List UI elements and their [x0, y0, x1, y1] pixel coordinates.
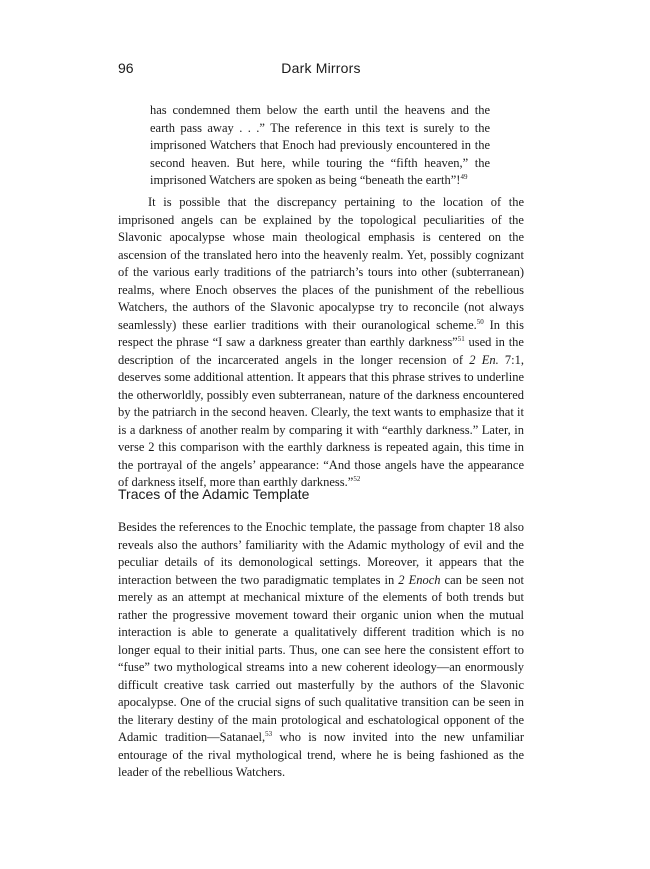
footnote-ref-49[interactable]: 49	[460, 173, 468, 181]
block-quote	[150, 102, 490, 190]
scripture-reference: 2 En.	[469, 352, 499, 367]
paragraph-1-segment-1: It is possible that the discrepancy pertaining to the location of the imprisoned angels can be explained by the topological peculiarities of the Slavonic apocalypse whose main theological emphasis is centered on the ascension of the translated hero into the heavenly realm. Yet, possibly cognizant of the various early traditions of the patriarch’s tours into other (subterranean) realms, where Enoch observes the places of the punishment of the rebellious Watchers, the authors of the Slavonic apocalypse try to reconcile (not always seamlessly) these earlier traditions with their ouranological scheme.	[118, 195, 524, 332]
paragraph-1	[118, 194, 524, 492]
block-quote-body: has condemned them below the earth until the heavens and the earth pass away . . .” The reference in this text is surely to the imprisoned Watchers that Enoch had previously encountered in the second heaven. But here, while touring the “fifth heaven,” the imprisoned Watchers are spoken as being “beneath the earth”!	[150, 103, 490, 187]
section-heading: Traces of the Adamic Template	[118, 486, 310, 502]
footnote-ref-53[interactable]: 53	[265, 730, 273, 738]
footnote-ref-52[interactable]: 52	[353, 475, 361, 483]
page-header	[118, 60, 524, 80]
page-number: 96	[118, 60, 134, 76]
paragraph-1-segment-4: 7:1, deserves some additional attention. It appears that this phrase strives to underline the otherworldly, possibly even subterranean, nature of the darkness encountered by the patriarch in the second heaven. Clearly, the text wants to emphasize that it is a darkness of another realm by comparing it with “earthly darkness.” Later, in verse 2 this comparison with the earthly darkness is repeated again, this time in the portrayal of the angels’ appearance: “And those angels have the appearance of darkness itself, more than earthly darkness.”	[118, 352, 524, 489]
footnote-ref-51[interactable]: 51	[457, 335, 465, 343]
block-quote-text	[150, 102, 490, 190]
paragraph-2-segment-2: can be seen not merely as an attempt at mechanical mixture of the elements of both trends but rather the progressive movement toward their organic union when the mutual interaction is able to generate a qualitatively different tradition which is no longer equal to their initial parts. Thus, one can see here the consistent effort to “fuse” two mythological streams into a new coherent ideology—an enormously difficult creative task carried out masterfully by the authors of the Slavonic apocalypse. One of the crucial signs of such qualitative transition can be seen in the literary destiny of the main protological and eschatological opponent of the Adamic tradition—Satanael,	[118, 572, 525, 744]
paragraph-1-segment-2: In this respect the phrase “I saw a darkness greater than earthly darkness”	[118, 317, 524, 349]
footnote-ref-50[interactable]: 50	[476, 317, 484, 326]
paragraph-1-segment-3: used in the description of the incarcerated angels in the longer recension of	[118, 335, 524, 367]
paragraph-2-segment-1: Besides the references to the Enochic template, the passage from chapter 18 also reveals also the authors’ familiarity with the Adamic mythology of evil and the peculiar details of its demonological settings. Moreover, it appears that the interaction between the two paradigmatic templates in	[118, 520, 524, 587]
running-head: Dark Mirrors	[281, 60, 361, 76]
paragraph-2-text	[118, 519, 524, 782]
book-title-reference: 2 Enoch	[398, 572, 441, 587]
paragraph-1-text	[118, 194, 524, 492]
paragraph-2	[118, 519, 524, 782]
paragraph-2-segment-3: who is now invited into the new unfamiliar entourage of the rival mythological trend, where he is being fashioned as the leader of the rebellious Watchers.	[118, 730, 524, 779]
